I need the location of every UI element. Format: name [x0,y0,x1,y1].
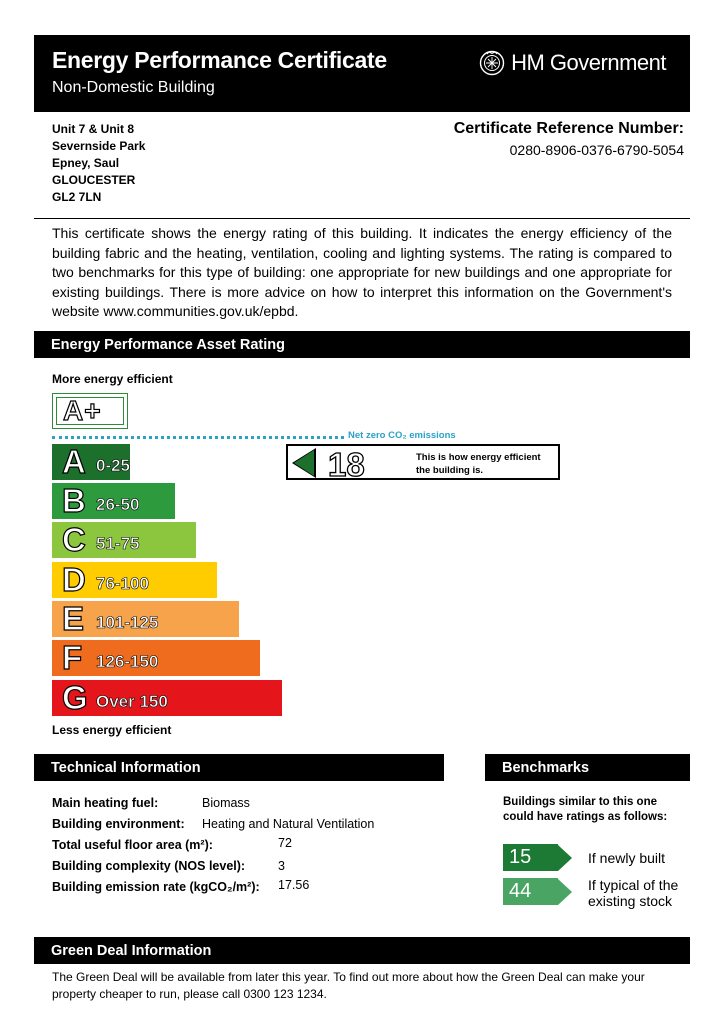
band-range: Over 150 [96,692,168,711]
address-line: Unit 7 & Unit 8 [52,122,135,136]
band-range: 0-25 [95,456,131,475]
benchmarks-header [485,754,690,781]
rating-band-e [52,601,239,637]
aplus-band [52,393,128,429]
government-logo [479,50,666,76]
band-letter: E [62,600,85,637]
tech-value: 17.56 [278,878,310,892]
band-letter: G [62,679,88,716]
tech-value: Heating and Natural Ventilation [202,817,375,831]
royal-crest-icon [479,50,505,76]
band-letter: C [62,521,86,558]
description-line: This is how energy efficient [416,452,541,463]
building-address [52,121,145,206]
certificate-reference [454,120,684,158]
page-subtitle: Non-Domestic Building [52,79,215,96]
tech-value: 3 [278,859,285,873]
technical-info-header [34,754,444,781]
section-title: Energy Performance Asset Rating [51,336,285,353]
tech-label: Building environment: [52,817,185,831]
benchmark-value: 15 [503,844,558,871]
reference-number: 0280-8906-0376-6790-5054 [509,142,684,158]
page-title: Energy Performance Certificate [52,47,387,73]
band-letter: D [62,561,86,598]
address-line: Severnside Park [52,139,146,153]
less-efficient-label: Less energy efficient [52,723,172,737]
benchmark-value: 44 [503,878,558,905]
benchmark-new-build [503,844,572,871]
band-range: 26-50 [96,495,140,514]
benchmarks-intro: Buildings similar to this one could have ratings as follows: [503,796,668,823]
asset-rating-header [34,331,690,358]
benchmark-existing-label: If typical of the existing stock [588,877,679,909]
rating-band-b [52,483,175,519]
tech-label: Total useful floor area (m²): [52,838,213,852]
pointer-arrow-icon [294,450,314,476]
netzero-label: Net zero CO₂ emissions [348,430,456,441]
rating-band-f [52,640,260,676]
intro-paragraph: This certificate shows the energy rating of this building. It indicates the energy efficiency of the building fabric and the heating, ventilation, cooling and lighting systems. The rating is compared to two benchmarks for this type of building: one appropriate for new buildings and one appropriate for existing buildings. There is more advice on how to interpret this information on the Government's website www.communities.gov.uk/epbd. [52,225,672,319]
reference-label: Certificate Reference Number: [453,120,684,137]
rating-score: 18 [328,446,365,483]
section-title: Green Deal Information [51,942,212,959]
band-letter: F [62,639,83,676]
benchmark-new-label: If newly built [588,850,666,866]
rating-pointer [286,444,560,483]
benchmark-arrow-icon [558,879,572,905]
certificate-header [34,35,690,112]
rating-band-d [52,562,217,598]
band-range: 101-125 [96,613,159,632]
section-title: Technical Information [51,759,201,776]
address-line: Epney, Saul [52,156,120,170]
tech-value: Biomass [202,796,250,810]
band-letter: B [62,482,86,519]
tech-label: Building emission rate (kgCO₂/m²): [52,880,260,894]
aplus-label: A+ [56,397,124,425]
green-deal-header [34,937,690,964]
benchmark-existing-stock [503,878,572,905]
address-postcode: GL2 7LN [52,190,102,204]
rating-band-c [52,522,196,558]
government-name: HM Government [511,50,666,75]
tech-label: Building complexity (NOS level): [52,859,246,873]
address-line: GLOUCESTER [52,173,136,187]
tech-value: 72 [278,836,292,850]
tech-label: Main heating fuel: [52,796,159,810]
benchmark-arrow-icon [558,845,572,871]
section-title: Benchmarks [502,759,590,776]
rating-description [416,451,541,477]
green-deal-text: The Green Deal will be available from later this year. To find out more about how the Green Deal can make your property cheaper to run, please call 0300 123 1234. [52,970,645,1001]
netzero-divider [52,436,344,440]
band-range: 76-100 [96,574,149,593]
divider [34,218,690,219]
more-efficient-label: More energy efficient [52,372,173,386]
band-letter: A [62,443,86,480]
band-range: 51-75 [96,534,140,553]
rating-band-g [52,680,282,716]
description-line: the building is. [416,465,484,476]
band-range: 126-150 [96,652,159,671]
rating-band-a [52,444,130,480]
